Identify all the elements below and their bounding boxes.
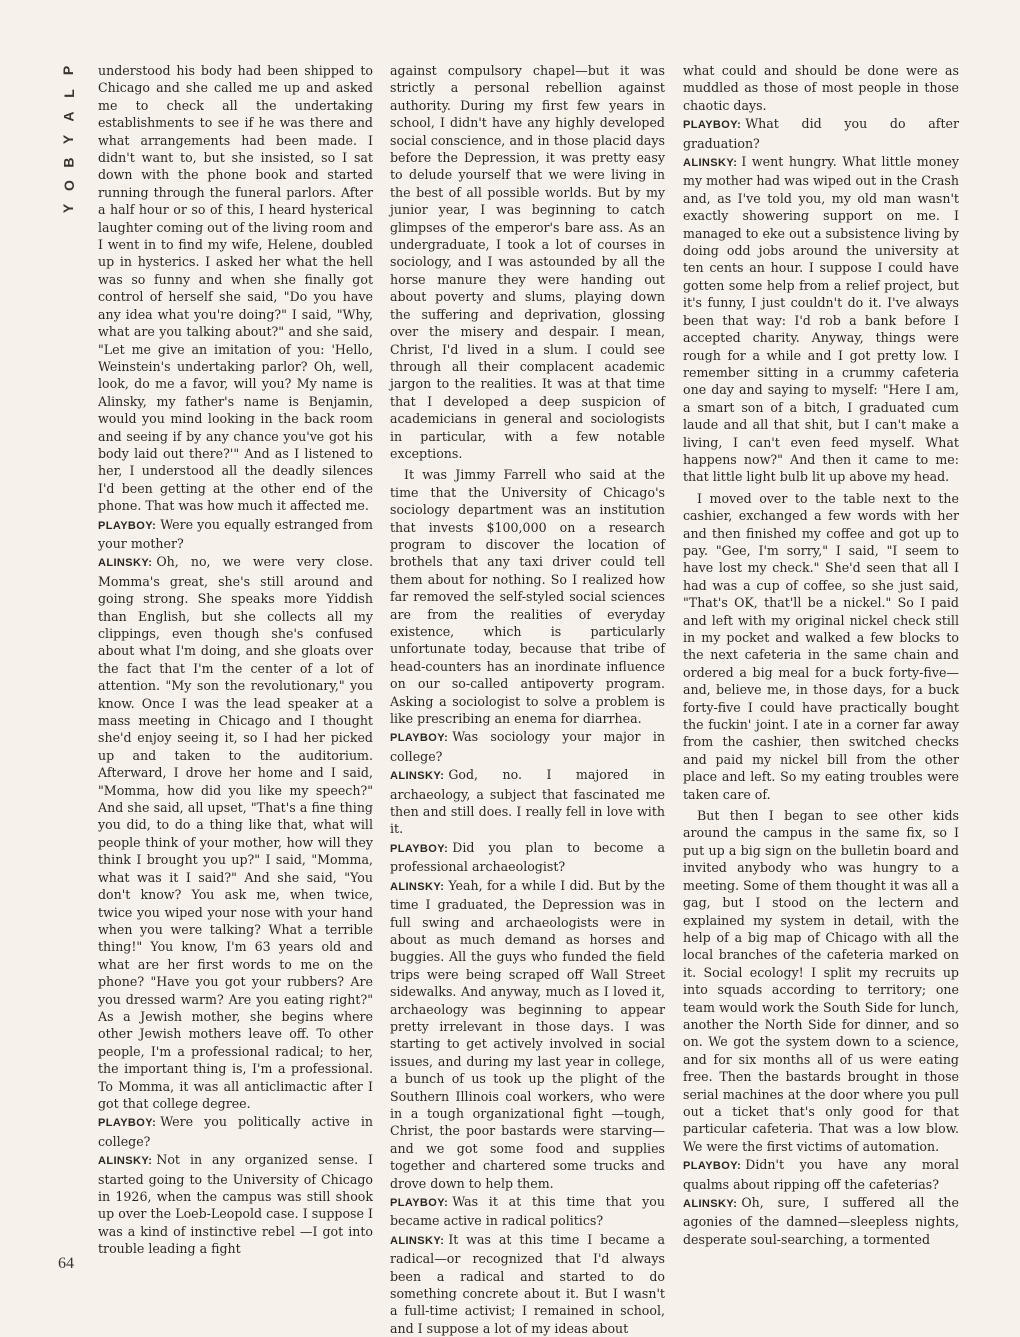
masthead-letter: Y [60,201,77,214]
paragraph-text: Did you plan to become a professional archaeologist? [390,839,665,875]
paragraph-text: Oh, no, we were very close. Momma's great, she's still around and going strong. She speaks more Yiddish than English, but she collects all my clippings, even though she's confused about what I'm doing, and she gloats over the fact that I'm the center of a lot of attention. "My son the revolutionary," you know. Once I was the lead speaker at a mass meeting in Chicago and I thought she'd enjoy seeing it, so I had her picked up and taken to the auditorium. Afterward, I drove her home and I said, "Momma, how did you like my speech?" And she said, all upset, "That's a fine thing you did, to do a thing like that, what will people think of your mother, how will they think I brought you up?" I said, "Momma, what was it I said?" And she said, "You don't know? You ask me, when twice, twice you wiped your nose with your hand when you were talking? What a terrible thing!" You know, I'm 63 years old and what are her first words to me on the phone? "Have you got your rubbers? Are you dressed warm? Are you eating right?" As a Jewish mother, she begins where other Jewish mothers leave off. To other people, I'm a professional radical; to her, the important thing is, I'm a professional. To Momma, it was all anticlimactic after I got that college degree. [98,554,373,1111]
masthead-letter: L [60,87,77,98]
interviewee-answer [390,1231,665,1337]
speaker-label: ALINSKY: [390,770,445,783]
interviewee-answer [390,766,665,838]
speaker-label: PLAYBOY: [390,842,449,855]
paragraph-text: It was at this time I became a radical—or recognized that I'd always been a radical and started to do something concrete about it. But I wasn't a full-time activist; I remained in school, and I suppose a lot of my ideas about [390,1231,665,1336]
paragraph-text: God, no. I majored in archaeology, a subject that fascinated me then and still does. I really fell in love with it. [390,767,665,837]
page-number: 64 [58,1255,74,1272]
speaker-label: PLAYBOY: [98,1117,157,1130]
paragraph-text: Yeah, for a while I did. But by the time I graduated, the Depression was in full swing and archaeologists were in about as much demand as horses and buggies. All the guys who funded the field trips were being scraped off Wall Street sidewalks. And anyway, much as I loved it, archaeology was beginning to appear pretty irrelevant in those days. I was starting to get actively involved in social issues, and during my last year in college, a bunch of us took up the plight of the Southern Illinois coal workers, who were in a tough organizational fight —tough, Christ, the poor bastards were starving—and we got some food and supplies together and chartered some trucks and drove down to help them. [390,877,665,1191]
speaker-label: ALINSKY: [683,1198,738,1210]
speaker-label: PLAYBOY: [683,1160,742,1173]
masthead-letter: O [60,178,77,191]
paragraph-text: Was it at this time that you became active in radical politics? [390,1194,665,1229]
interviewer-question [98,1113,373,1150]
interviewee-answer [390,877,665,1192]
paragraph-text: Were you equally estranged from your mother? [98,516,373,551]
interviewee-answer [683,153,959,486]
body-paragraph: I moved over to the table next to the cashier, exchanged a few words with her and then finished my coffee and got up to pay. "Gee, I'm sorry," I said, "I seem to have lost my check." She'd seen that all I had was a cup of coffee, so she just said, "That's OK, that'll be a nickel." So I paid and left with my original nickel check still in my pocket and walked a few blocks to the next cafeteria in the same chain and ordered a big meal for a buck forty-five—and, believe me, in those days, for a buck forty-five I could have practically bought the fuckin' joint. I ate in a corner far away from the cashier, then switched checks and paid my nickel bill from the other place and left. So my eating troubles were taken care of. [683,490,959,802]
interviewee-answer [98,1151,373,1257]
interviewer-question [390,728,665,765]
paragraph-text: Were you politically active in college? [98,1114,373,1149]
interviewer-question [683,115,959,152]
interviewee-answer [98,553,373,1112]
interviewer-question [390,839,665,876]
speaker-label: ALINSKY: [390,880,445,893]
text-column-2 [390,62,665,1337]
speaker-label: PLAYBOY: [390,1197,449,1209]
body-paragraph: But then I began to see other kids around the campus in the same fix, so I put up a big sign on the bulletin board and invited anybody who was hungry to a meeting. Some of them thought it was all a gag, but I stood on the lectern and explained my system in detail, with the help of a big map of Chicago with all the local branches of the cafeteria marked on it. Social ecology! I split my recruits up into squads according to territory; one team would work the South Side for lunch, another the North Side for dinner, and so on. We got the system down to a science, and for six months all of us were eating free. Then the bastards brought in those serial machines at the door where you pull out a ticket that's only good for that particular cafeteria. That was a low blow. We were the first victims of automation. [683,808,959,1154]
paragraph-text: Not in any organized sense. I started going to the University of Chicago in 1926, when the campus was still shook up over the Loeb-Leopold case. I suppose I was a kind of instinctive rebel —I got into trouble leading a fight [98,1152,373,1257]
paragraph-text: Was sociology your major in college? [390,729,665,764]
body-paragraph: what could and should be done were as muddled as those of most people in those chaotic days. [683,63,959,113]
speaker-label: ALINSKY: [98,557,153,570]
speaker-label: PLAYBOY: [98,519,157,532]
interviewer-question [98,516,373,553]
masthead-letter: P [60,63,77,76]
speaker-label: PLAYBOY: [683,119,742,132]
paragraph-text: I went hungry. What little money my mother had was wiped out in the Crash and, as I've told you, my old man wasn't exactly showering support on me. I managed to eke out a subsistence living by doing odd jobs around the university at ten cents an hour. I suppose I could have gotten some help from a relief project, but it's funny, I just couldn't do it. I've always been that way: I'd rob a bank before I accepted charity. Anyway, things were rough for a while and I got pretty low. I remember sitting in a crummy cafeteria one day and saying to myself: "Here I am, a smart son of a bitch, I graduated cum laude and all that shit, but I can't make a living, I can't even feed myself. What happens now?" And then it came to me: that little light bulb lit up above my head. [683,154,959,485]
interviewee-answer [683,1194,959,1248]
body-paragraph: It was Jimmy Farrell who said at the time that the University of Chicago's sociology department was an institution that invests $100,000 on a research program to discover the location of brothels that any taxi driver could tell them about for nothing. So I realized how far removed the self-styled social sciences are from the realities of everyday existence, which is particularly unfortunate today, because that tribe of head-counters has an inordinate influence on our so-called antipoverty program. Asking a sociologist to solve a problem is like prescribing an enema for diarrhea. [390,467,665,727]
interviewer-question [390,1193,665,1230]
paragraph-text: Oh, sure, I suffered all the agonies of the damned—sleepless nights, desperate soul-searching, a tormented [683,1195,959,1247]
paragraph-text: What did you do after graduation? [683,116,959,151]
masthead-letter: Y [60,132,77,145]
text-column-1 [98,62,373,1258]
paragraph-text: Didn't you have any moral qualms about ripping off the cafeterias? [683,1157,959,1192]
speaker-label: PLAYBOY: [390,732,449,745]
text-column-3 [683,62,959,1248]
speaker-label: ALINSKY: [683,157,738,170]
masthead-letter: B [60,155,77,168]
interviewer-question [683,1156,959,1193]
masthead-letter: A [60,109,77,122]
body-paragraph: understood his body had been shipped to Chicago and she called me up and asked me to check all the undertaking establishments to see if he was there and what arrangements had been made. I didn't want to, but she insisted, so I sat down with the phone book and started running through the funeral parlors. After a half hour or so of this, I heard hysterical laughter coming out of the living room and I went in to find my wife, Helene, doubled up in hysterics. I asked her what the hell was so funny and when she finally got control of herself she said, "Do you have any idea what you're doing?" I said, "Why, what are you talking about?" and she said, "Let me give an imitation of you: 'Hello, Weinstein's undertaking parlor? Oh, well, look, do me a favor, will you? My name is Alinsky, my father's name is Benjamin, would you mind looking in the back room and seeing if by any chance you've got his body laid out there?'" And as I listened to her, I understood all the deadly silences I'd been getting at the other end of the phone. That was how much it affected me. [98,63,373,514]
magazine-masthead [54,58,84,218]
speaker-label: ALINSKY: [98,1155,153,1168]
body-paragraph: against compulsory chapel—but it was strictly a personal rebellion against authority. During my first few years in school, I didn't have any highly developed social conscience, and in those placid days before the Depression, it was pretty easy to delude yourself that we were living in the best of all possible worlds. But by my junior year, I was beginning to catch glimpses of the emperor's bare ass. As an undergraduate, I took a lot of courses in sociology, and I was astounded by all the horse manure they were handing out about poverty and slums, playing down the suffering and deprivation, glossing over the misery and despair. I mean, Christ, I'd lived in a slum. I could see through all their complacent academic jargon to the realities. It was at that time that I developed a deep suspicion of academicians in general and sociologists in particular, with a few notable exceptions. [390,63,665,461]
speaker-label: ALINSKY: [390,1234,445,1247]
